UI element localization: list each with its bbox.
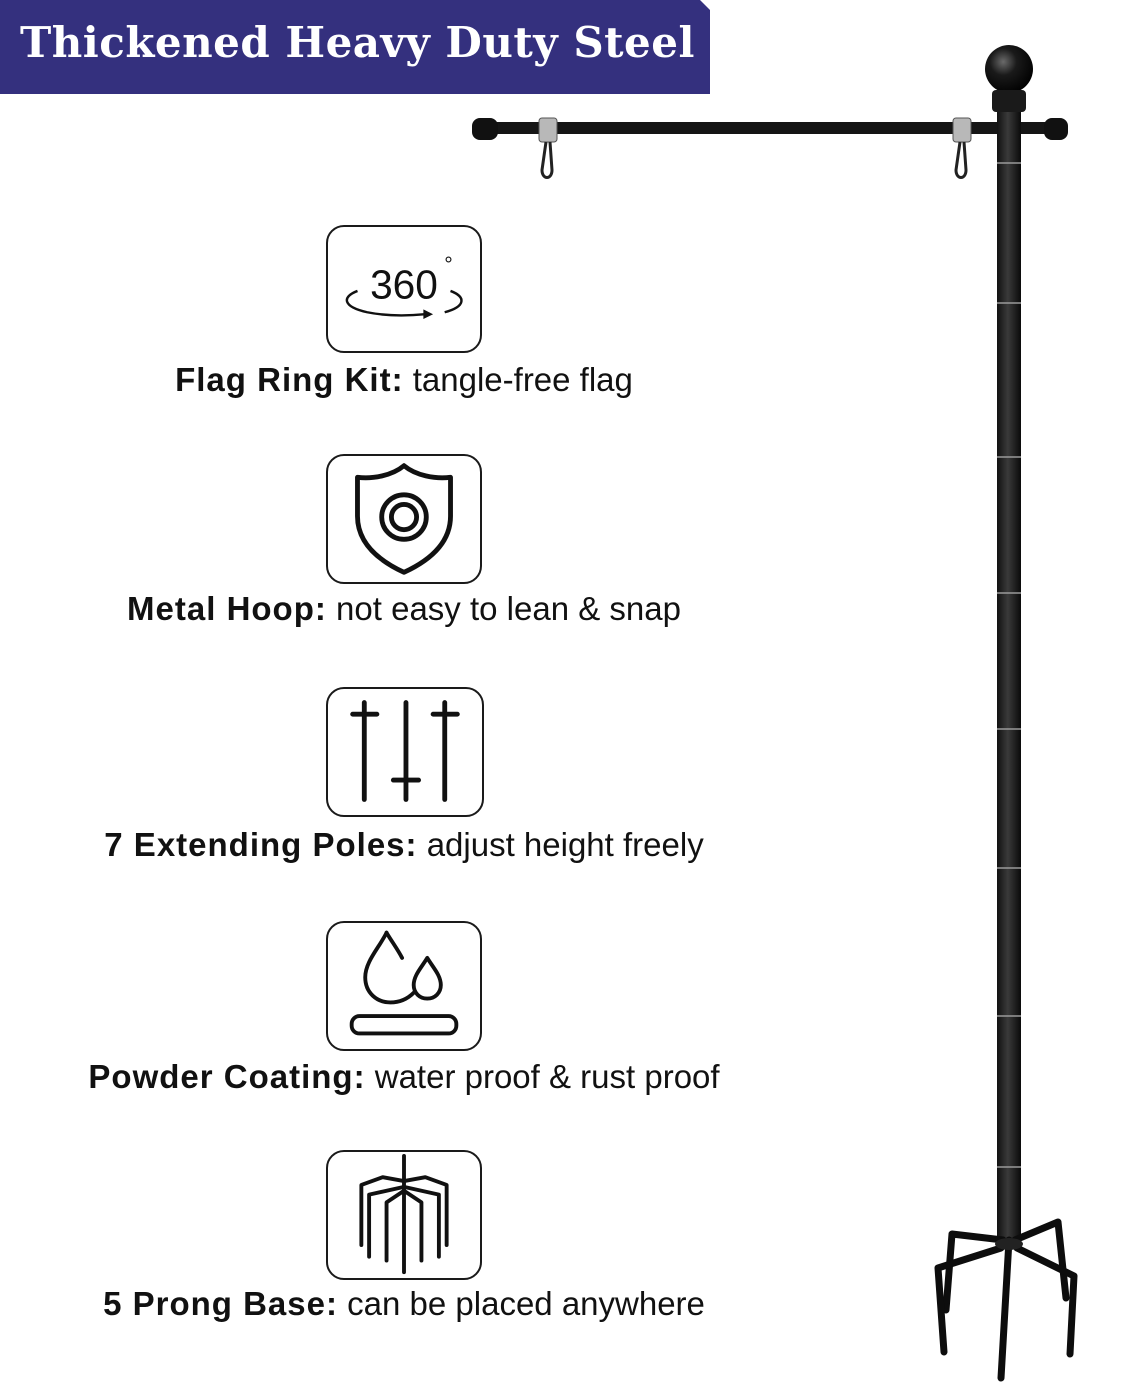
prong-base-icon [326,1150,482,1280]
pole-arm [476,122,1066,134]
finial-ball [985,45,1033,93]
feature-label: 5 Prong Base: [103,1285,338,1322]
feature-label: Powder Coating: [88,1058,366,1095]
banner-title: Thickened Heavy Duty Steel [20,18,695,67]
feature-label: 7 Extending Poles: [104,826,418,863]
flag-ring-right [953,118,971,142]
feature-description: adjust height freely [426,826,704,863]
pole-shaft [997,112,1021,1247]
arm-end-cap-right [1044,118,1068,140]
arm-end-cap-left [472,118,498,140]
feature-description: can be placed anywhere [347,1285,705,1322]
carabiner-left [542,142,552,178]
flag-ring-left [539,118,557,142]
feature-label: Metal Hoop: [127,590,327,627]
flag-pole-image [460,0,1134,1382]
carabiner-right [956,142,966,178]
icon-360-text: 360 [370,261,438,308]
rotate-360-icon [326,225,482,353]
prong-hub [995,1238,1023,1250]
feature-description: not easy to lean & snap [336,590,681,627]
water-drops-icon [326,921,482,1051]
shield-icon [326,454,482,584]
finial-collar [992,90,1026,112]
icon-degree-text: ° [444,252,453,277]
feature-description: water proof & rust proof [374,1058,720,1095]
feature-description: tangle-free flag [412,361,633,398]
feature-label: Flag Ring Kit: [175,361,404,398]
